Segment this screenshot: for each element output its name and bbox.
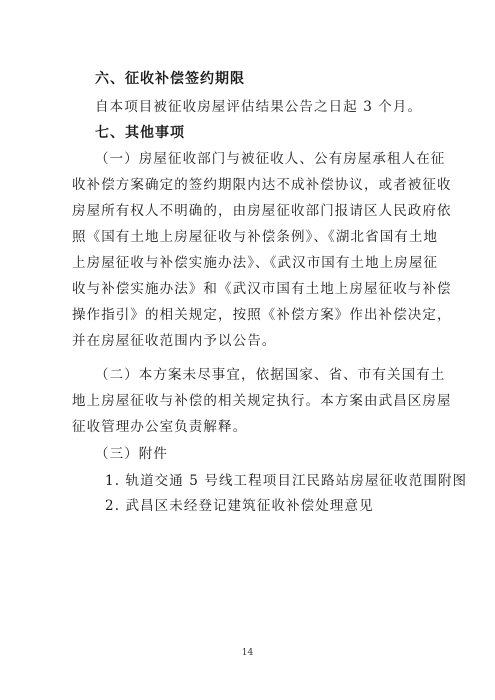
paragraph-line: （二）本方案未尽事宜，依据国家、省、市有关国有土 (95, 367, 446, 383)
paragraph-line: （一）房屋征收部门与被征收人、公有房屋承租人在征 (95, 151, 446, 167)
section-6-heading: 六、征收补偿签约期限 (95, 71, 245, 87)
item-3-label: （三）附件 (95, 446, 168, 462)
paragraph-line: 房屋所有权人不明确的，由房屋征收部门报请区人民政府依 (72, 203, 452, 219)
paragraph-line: 操作指引》的相关规定，按照《补偿方案》作出补偿决定， (72, 307, 452, 323)
paragraph-line: 上房屋征收与补偿实施办法》、《武汉市国有土地上房屋征 (72, 255, 439, 271)
paragraph-line: 收补偿方案确定的签约期限内达不成补偿协议，或者被征收 (72, 177, 452, 193)
page-number: 14 (241, 648, 254, 658)
paragraph-line: 收与补偿实施办法》和《武汉市国有土地上房屋征收与补偿 (72, 281, 452, 297)
section-6-text: 自本项目被征收房屋评估结果公告之日起 3 个月。 (95, 99, 423, 115)
section-7-heading: 七、其他事项 (95, 125, 185, 141)
paragraph-line: 征收管理办公室负责解释。 (72, 419, 248, 435)
paragraph-line: 照《国有土地上房屋征收与补偿条例》、《湖北省国有土地 (72, 229, 439, 245)
paragraph-line: 并在房屋征收范围内予以公告。 (72, 333, 277, 349)
paragraph-line: 地上房屋征收与补偿的相关规定执行。本方案由武昌区房屋 (72, 393, 452, 409)
attachment-item: 2. 武昌区未经登记建筑征收补偿处理意见 (105, 498, 374, 514)
attachment-item: 1. 轨道交通 5 号线工程项目江民路站房屋征收范围附图 (105, 473, 468, 489)
